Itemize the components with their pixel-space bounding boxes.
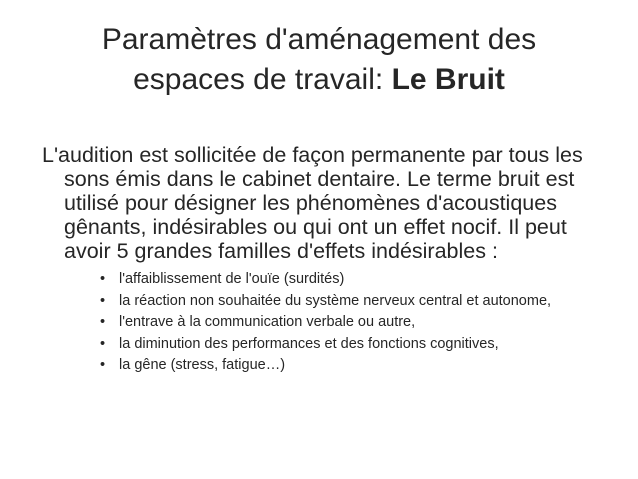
bullet-icon: • [100,314,106,330]
bullet-icon: • [100,335,106,352]
title-accent: Le Bruit [391,63,505,96]
effect-text: la diminution des performances et des fonctions cognitives, [119,335,499,352]
slide-title [40,20,598,100]
bullet-icon: • [100,357,106,373]
effect-item [100,314,602,332]
effect-text: la réaction non souhaitée du système nerveux central et autonome, [119,292,552,309]
slide-body [42,143,602,379]
effect-item [100,336,602,354]
effect-item [100,293,602,311]
bullet-icon: • [100,271,106,287]
title-line-2-prefix: espaces de travail: [133,63,392,96]
intro-paragraph: L'audition est sollicitée de façon permanente par tous les sons émis dans le cabinet dentaire. Le terme bruit est utilisé pour désigner les phénomènes d'acoustiques gênants, indésirables ou qui ont un effet nocif. Il peut avoir 5 grandes familles d'effets indésirables : [42,143,583,263]
effect-text: l'affaiblissement de l'ouïe (surdités) [119,271,345,287]
effect-item [100,271,602,289]
title-line-1: Paramètres d'aménagement des [101,23,537,56]
effect-item [100,357,602,375]
bullet-icon: • [100,292,106,309]
effect-text: l'entrave à la communication verbale ou autre, [119,314,416,330]
effects-list [42,271,602,375]
effect-text: la gêne (stress, fatigue…) [119,357,286,373]
